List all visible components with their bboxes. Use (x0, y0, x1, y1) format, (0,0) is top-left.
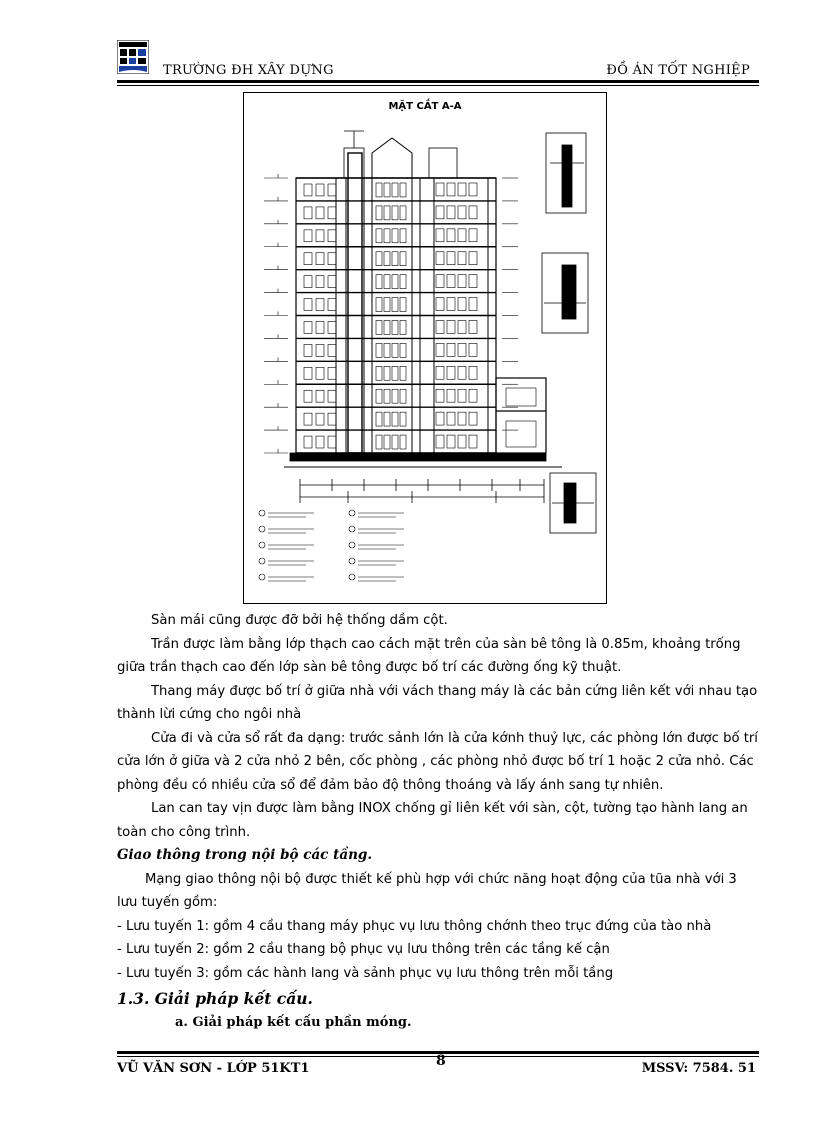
list-item-route-2: - Lưu tuyến 2: gồm 2 cầu thang bộ phục vụ lưu thông trên các tầng kế cận (117, 942, 610, 957)
section-heading: 1.3. Giải pháp kết cấu. (117, 989, 313, 1008)
paragraph-traffic: Mạng giao thông nội bộ được thiết kế phù hợp với chức năng hoạt động của tũa nhà với 3 lưu tuyến gồm: (117, 871, 737, 910)
subsection-heading: a. Giải pháp kết cấu phần móng. (175, 1014, 412, 1030)
header-school-name: TRƯỜNG ĐH XÂY DỰNG (163, 63, 334, 78)
list-item-route-1: - Lưu tuyến 1: gồm 4 cầu thang máy phục vụ lưu thông chớnh theo trục đứng của tào nhà (117, 918, 712, 934)
header-rule-thin (117, 85, 759, 86)
paragraph-ceiling: Trần được làm bằng lớp thạch cao cách mặt trên của sàn bê tông là 0.85m, khoảng trống giữa trần thạch cao đến lớp sàn bê tông được bố trí các đường ống kỹ thuật. (117, 636, 741, 675)
paragraph-elevator: Thang máy được bố trí ở giữa nhà với vách thang máy là các bản cứng liên kết với nhau tạo thành lừi cứng cho ngôi nhà (117, 683, 758, 722)
section-drawing-figure (243, 92, 607, 604)
body-text (117, 609, 759, 1034)
paragraph-railing: Lan can tay vịn được làm bằng INOX chống gỉ liên kết với sàn, cột, tường tạo hành lang an toàn cho công trình. (117, 801, 748, 840)
paragraph-roof: Sàn mái cũng được đỡ bởi hệ thống dầm cột. (151, 613, 448, 628)
footer-student-id: MSSV: 7584. 51 (641, 1061, 756, 1076)
header-rule (117, 80, 759, 83)
list-item-route-3: - Lưu tuyến 3: gồm các hành lang và sảnh phục vụ lưu thông trên mỗi tầng (117, 965, 614, 981)
figure-title: MẶT CẮT A-A (388, 101, 462, 112)
section-drawing (244, 93, 607, 604)
footer-author: VŨ VĂN SƠN - LỚP 51KT1 (117, 1061, 310, 1076)
header-thesis-label: ĐỒ ÁN TỐT NGHIỆP (606, 63, 750, 78)
university-logo (117, 40, 149, 74)
heading-traffic: Giao thông trong nội bộ các tầng. (117, 847, 373, 863)
page-number: 8 (436, 1053, 446, 1069)
paragraph-doors: Cửa đi và cửa sổ rất đa dạng: trước sảnh lớn là cửa kớnh thuỷ lực, các phòng lớn được bố trí cửa lớn ở giữa và 2 cửa nhỏ 2 bên, cốc phòng , các phòng nhỏ được bố trí 1 hoặc 2 cửa nhỏ. Các phòng đều có nhiều cửa sổ để đảm bảo độ thông thoáng và lấy ánh sang tự nhiên. (117, 730, 758, 793)
